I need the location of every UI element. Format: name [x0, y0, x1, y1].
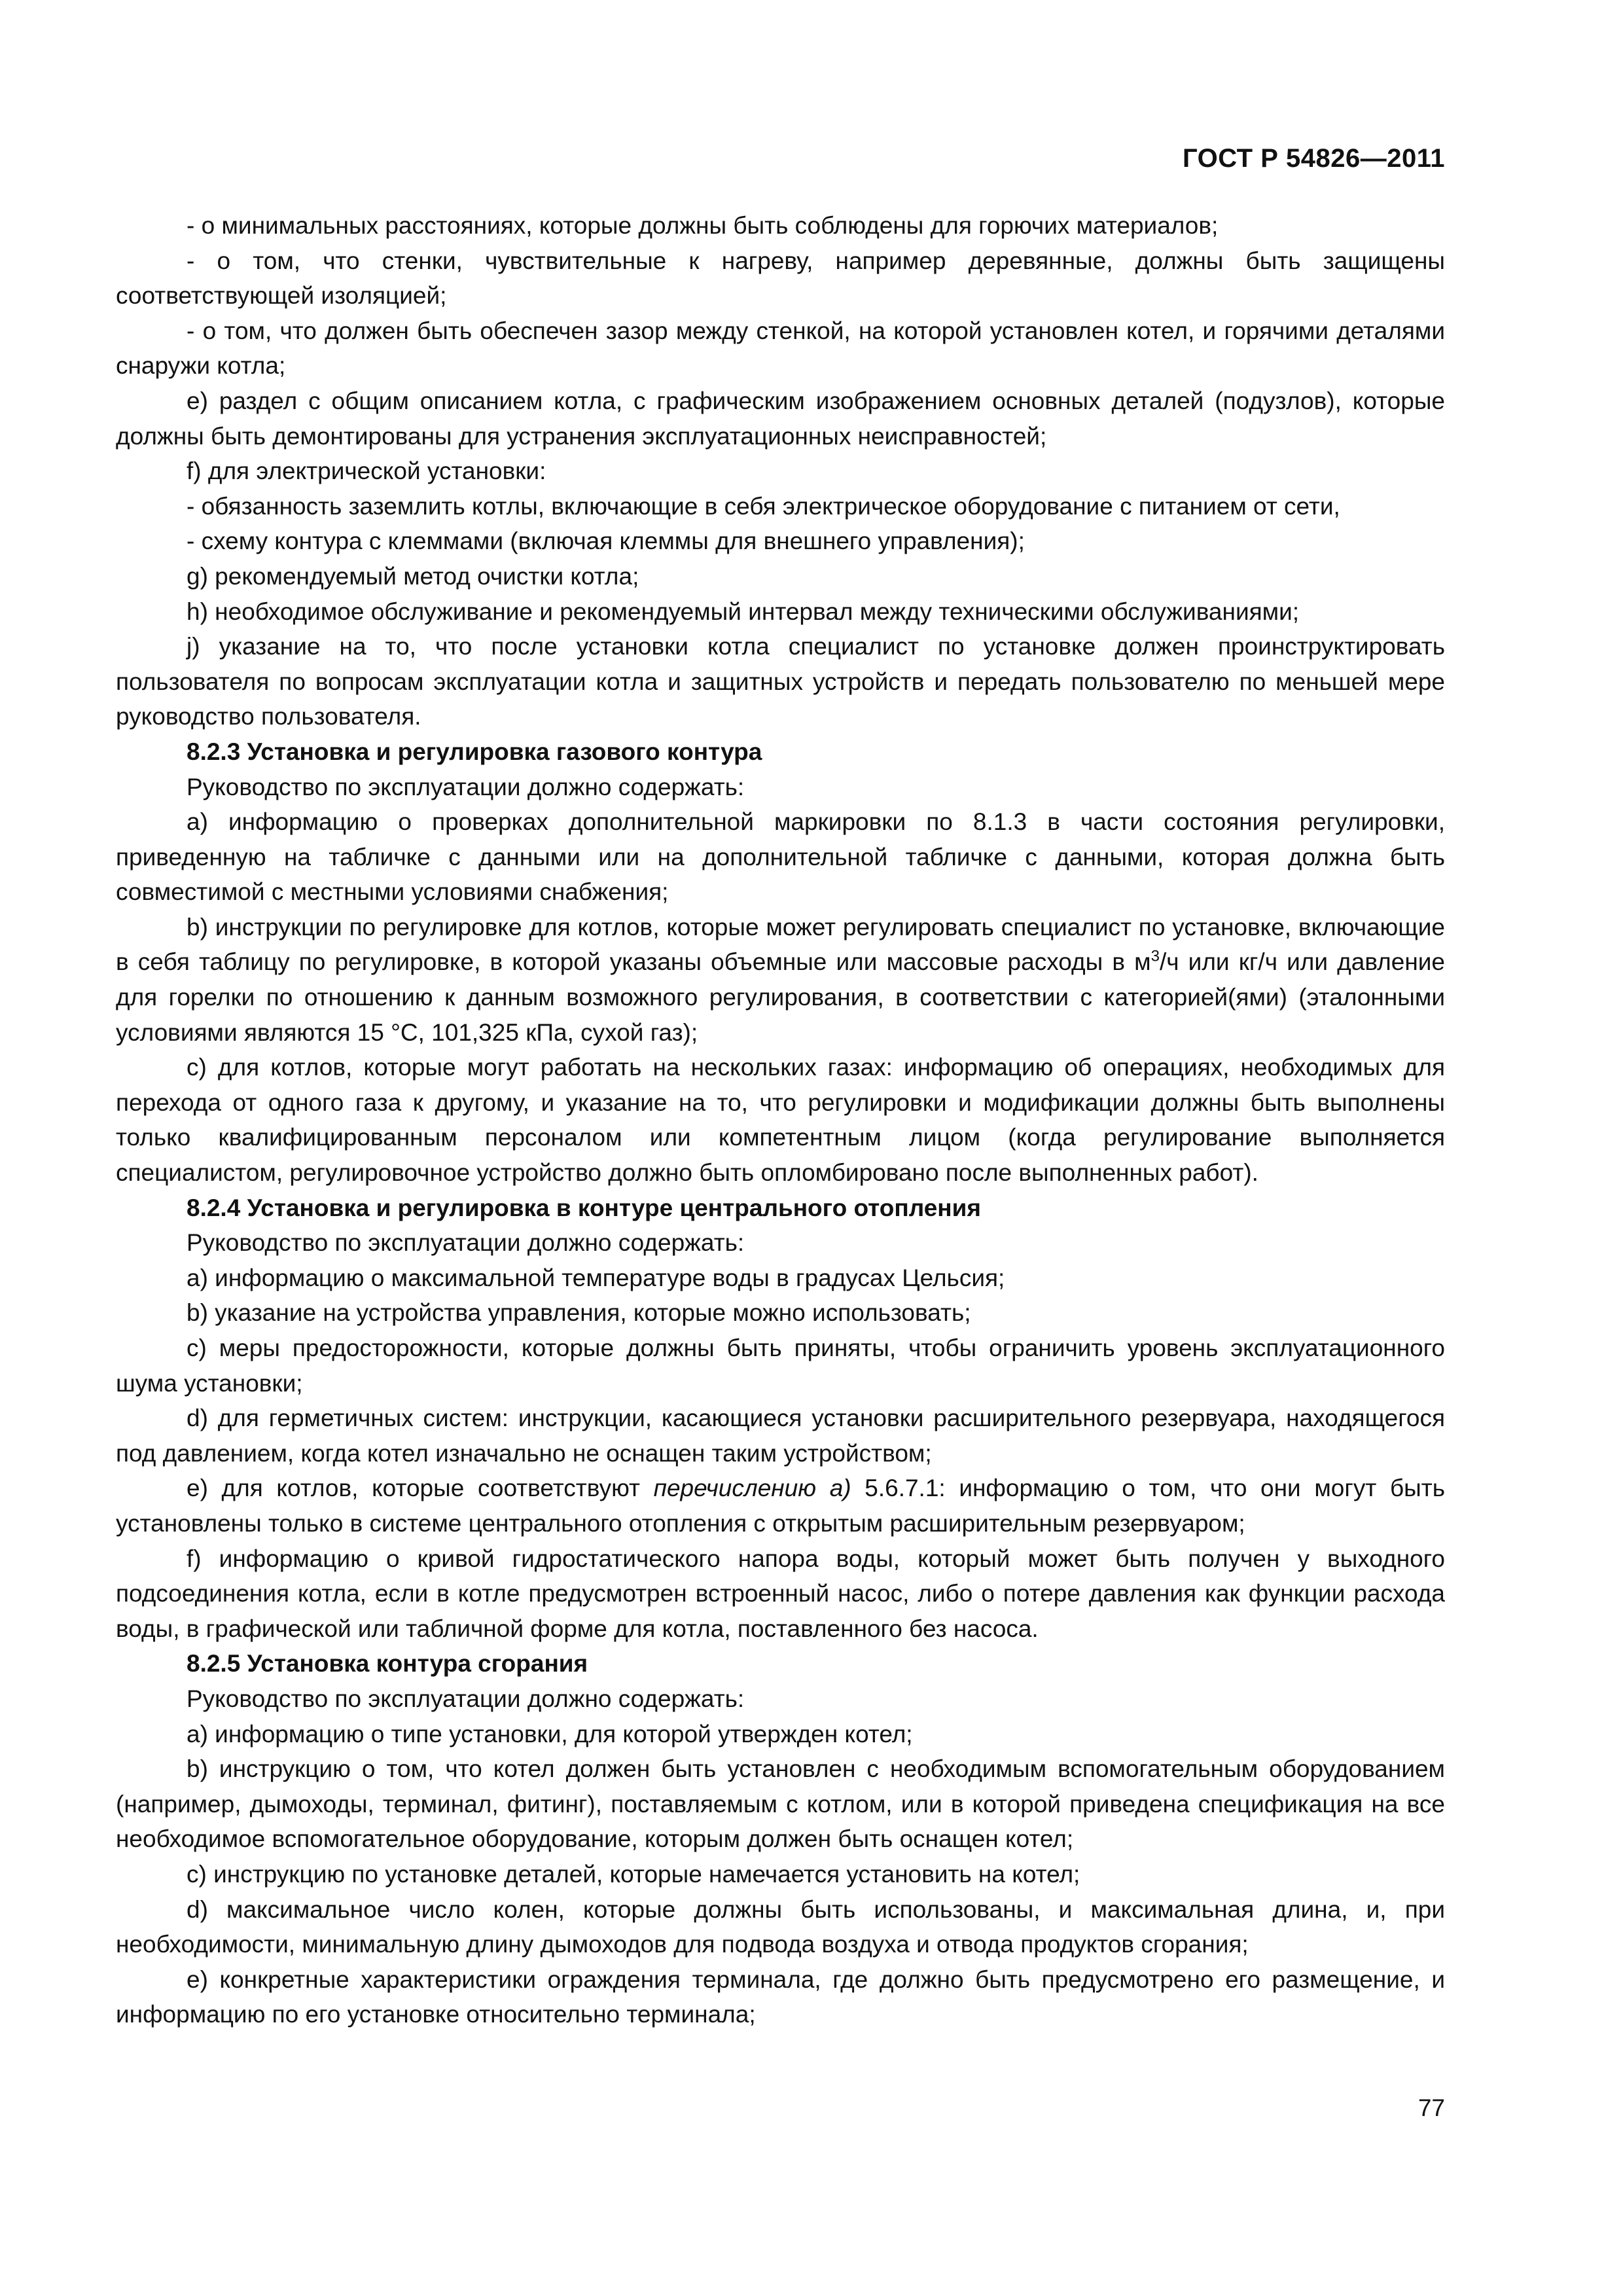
paragraph: е) раздел с общим описанием котла, с графическим изображением основных деталей (подузлов), которые должны быть демонтированы для устранения эксплуатационных неисправностей;	[116, 387, 1445, 450]
paragraph: j) указание на то, что после установки котла специалист по установке должен проинструктировать пользователя по вопросам эксплуатации котла и защитных устройств и передать пользователю по меньшей мере руководство пользователя.	[116, 633, 1445, 730]
paragraph: f) информацию о кривой гидростатического напора воды, который может быть получен у выходного подсоединения котла, если в котле предусмотрен встроенный насос, либо о потере давления как функции расхода воды, в графической или табличной форме для котла, поставленного без насоса.	[116, 1545, 1445, 1642]
paragraph: - схему контура с клеммами (включая клеммы для внешнего управления);	[187, 528, 1025, 555]
text-run: b) инструкции по регулировке для котлов, которые может регулировать специалист по установке, включающие в себя таблицу по регулировке, в которой указаны объемные или массовые расходы в м	[116, 913, 1445, 976]
paragraph: с) меры предосторожности, которые должны быть приняты, чтобы ограничить уровень эксплуатационного шума установки;	[116, 1335, 1445, 1397]
paragraph: а) информацию о проверках дополнительной маркировки по 8.1.3 в части состояния регулировки, приведенную на табличке с данными или на дополнительной табличке с данными, которая должна быть совместимой с местными условиями снабжения;	[116, 808, 1445, 906]
paragraph: b) указание на устройства управления, которые можно использовать;	[187, 1299, 971, 1327]
paragraph: d) для герметичных систем: инструкции, касающиеся установки расширительного резервуара, находящегося под давлением, когда котел изначально не оснащен таким устройством;	[116, 1405, 1445, 1467]
paragraph: с) инструкцию по установке деталей, которые намечается установить на котел;	[187, 1860, 1080, 1888]
section-heading-8-2-3: 8.2.3 Установка и регулировка газового контура	[187, 738, 762, 765]
paragraph: f) для электрической установки:	[187, 457, 546, 485]
paragraph: d) максимальное число колен, которые должны быть использованы, и максимальная длина, и, при необходимости, минимальную длину дымоходов для подвода воздуха и отвода продуктов сгорания;	[116, 1895, 1445, 1958]
paragraph: Руководство по эксплуатации должно содержать:	[187, 1685, 745, 1712]
page-content	[116, 208, 1445, 2032]
paragraph: Руководство по эксплуатации должно содержать:	[187, 1229, 745, 1257]
paragraph: а) информацию о типе установки, для которой утвержден котел;	[187, 1720, 913, 1748]
superscript: 3	[1150, 948, 1160, 966]
paragraph	[116, 910, 1445, 1050]
section-heading-8-2-5: 8.2.5 Установка контура сгорания	[187, 1650, 588, 1677]
text-run: е) для котлов, которые соответствуют	[187, 1475, 654, 1502]
paragraph: Руководство по эксплуатации должно содержать:	[187, 773, 745, 800]
paragraph: h) необходимое обслуживание и рекомендуемый интервал между техническими обслуживаниями;	[187, 598, 1300, 625]
paragraph: с) для котлов, которые могут работать на нескольких газах: информацию об операциях, необходимых для перехода от одного газа к другому, и указание на то, что регулировки и модификации должны быть выполнены только квалифицированным персоналом или компетентным лицом (когда регулирование выполняется специалистом, регулировочное устройство должно быть опломбировано после выполненных работ).	[116, 1054, 1445, 1187]
section-heading-8-2-4: 8.2.4 Установка и регулировка в контуре центрального отопления	[187, 1194, 981, 1221]
paragraph: е) конкретные характеристики ограждения терминала, где должно быть предусмотрено его размещение, и информацию по его установке относительно терминала;	[116, 1965, 1445, 2028]
paragraph: - обязанность заземлить котлы, включающие в себя электрическое оборудование с питанием от сети,	[187, 492, 1340, 520]
page-header: ГОСТ Р 54826—2011	[1183, 144, 1445, 173]
page-number: 77	[1418, 2094, 1445, 2121]
paragraph: - о том, что стенки, чувствительные к нагреву, например деревянные, должны быть защищены соответствующей изоляцией;	[116, 247, 1445, 310]
paragraph: - о том, что должен быть обеспечен зазор между стенкой, на которой установлен котел, и горячими деталями снаружи котла;	[116, 317, 1445, 380]
paragraph: g) рекомендуемый метод очистки котла;	[187, 562, 639, 590]
italic-reference: перечислению а)	[653, 1475, 851, 1502]
paragraph: - о минимальных расстояниях, которые должны быть соблюдены для горючих материалов;	[187, 212, 1219, 239]
paragraph: а) информацию о максимальной температуре воды в градусах Цельсия;	[187, 1264, 1005, 1291]
paragraph: b) инструкцию о том, что котел должен быть установлен с необходимым вспомогательным оборудованием (например, дымоходы, терминал, фитинг), поставляемым с котлом, или в которой приведена спецификация на все необходимое вспомогательное оборудование, которым должен быть оснащен котел;	[116, 1755, 1445, 1853]
paragraph	[116, 1471, 1445, 1541]
text-run: 5.6.7.1: информацию о том, что они могут быть установлены только в системе центрального отопления с открытым расширительным резервуаром;	[116, 1475, 1445, 1537]
text-run: /ч или кг/ч или давление для горелки по отношению к данным возможного регулирования, в соответствии с категорией(ями) (эталонными условиями являются 15 °С, 101,325 кПа, сухой газ);	[116, 948, 1446, 1046]
